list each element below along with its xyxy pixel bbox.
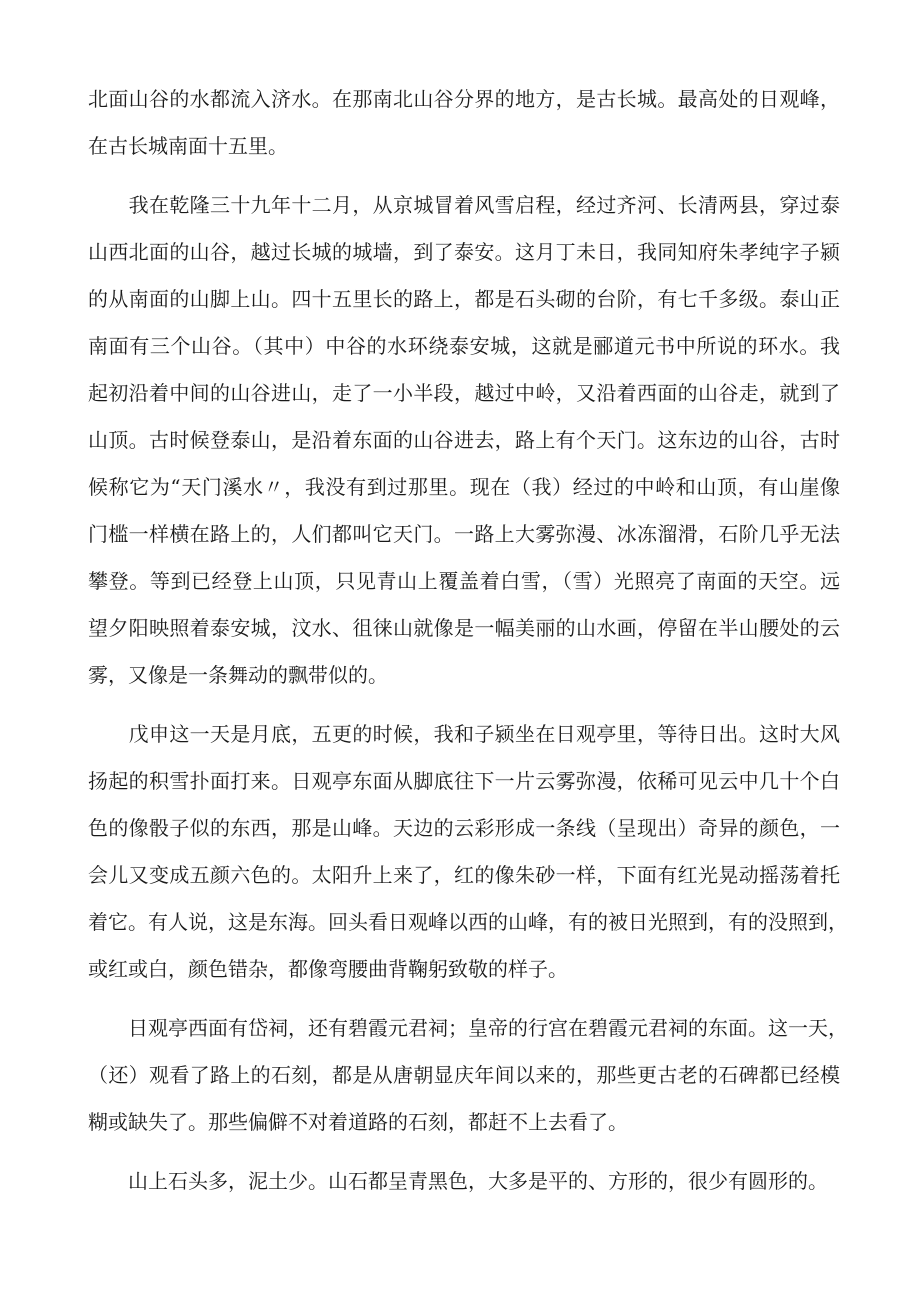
text-line: 我在乾隆三十九年十二月，从京城冒着风雪启程，经过齐河、长清两县，穿过泰: [88, 193, 840, 217]
text-line: 北面山谷的水都流入济水。在那南北山谷分界的地方，是古长城。最高处的日观峰，: [88, 87, 840, 111]
text-line: 山上石头多，泥土少。山石都呈青黑色，大多是平的、方形的，很少有圆形的。: [88, 1169, 828, 1193]
text-line: 在古长城南面十五里。: [88, 134, 288, 158]
paragraph-spacer: [88, 170, 840, 182]
text-line: 的从南面的山脚上山。四十五里长的路上，都是石头砌的台阶，有七千多级。泰山正: [88, 287, 840, 311]
paragraph-spacer: [88, 993, 840, 1005]
text-line: 着它。有人说，这是东海。回头看日观峰以西的山峰，有的被日光照到，有的没照到，: [88, 910, 848, 934]
paragraph-3: [88, 711, 848, 993]
paragraph-2: [88, 182, 840, 699]
text-line: 戊申这一天是月底，五更的时候，我和子颍坐在日观亭里，等待日出。这时大风: [88, 722, 840, 746]
paragraph-1: [88, 76, 840, 170]
text-line: 日观亭西面有岱祠，还有碧霞元君祠；皇帝的行宫在碧霞元君祠的东面。这一天，: [88, 1016, 848, 1040]
text-line: 山西北面的山谷，越过长城的城墙，到了泰安。这月丁未日，我同知府朱孝纯字子颍: [88, 240, 840, 264]
paragraph-spacer: [88, 1146, 840, 1158]
text-line: 会儿又变成五颜六色的。太阳升上来了，红的像朱砂一样，下面有红光晃动摇荡着托: [88, 863, 840, 887]
text-line: 色的像骰子似的东西，那是山峰。天边的云彩形成一条线（呈现出）奇异的颜色，一: [88, 816, 840, 840]
text-line: 或红或白，颜色错杂，都像弯腰曲背鞠躬致敬的样子。: [88, 957, 568, 981]
text-line: （还）观看了路上的石刻，都是从唐朝显庆年间以来的，那些更古老的石碑都已经模: [88, 1063, 840, 1087]
text-line: 山顶。古时候登泰山，是沿着东面的山谷进去，路上有个天门。这东边的山谷，古时: [88, 428, 840, 452]
text-line: 南面有三个山谷。（其中）中谷的水环绕泰安城，这就是郦道元书中所说的环水。我: [88, 334, 840, 358]
paragraph-5: [88, 1158, 840, 1205]
text-line: 候称它为“天门溪水〃，我没有到过那里。现在（我）经过的中岭和山顶，有山崖像: [88, 475, 840, 499]
document-page: [88, 76, 848, 1205]
paragraph-4: [88, 1005, 848, 1146]
text-line: 攀登。等到已经登上山顶，只见青山上覆盖着白雪，（雪）光照亮了南面的天空。远: [88, 569, 840, 593]
text-line: 门槛一样横在路上的，人们都叫它天门。一路上大雾弥漫、冰冻溜滑，石阶几乎无法: [88, 522, 840, 546]
text-line: 望夕阳映照着泰安城，汶水、徂徕山就像是一幅美丽的山水画，停留在半山腰处的云: [88, 616, 840, 640]
text-line: 扬起的积雪扑面打来。日观亭东面从脚底往下一片云雾弥漫，依稀可见云中几十个白: [88, 769, 840, 793]
text-line: 起初沿着中间的山谷进山，走了一小半段，越过中岭，又沿着西面的山谷走，就到了: [88, 381, 840, 405]
text-line: 糊或缺失了。那些偏僻不对着道路的石刻，都赶不上去看了。: [88, 1110, 628, 1134]
paragraph-spacer: [88, 699, 840, 711]
text-line: 雾，又像是一条舞动的飘带似的。: [88, 663, 388, 687]
